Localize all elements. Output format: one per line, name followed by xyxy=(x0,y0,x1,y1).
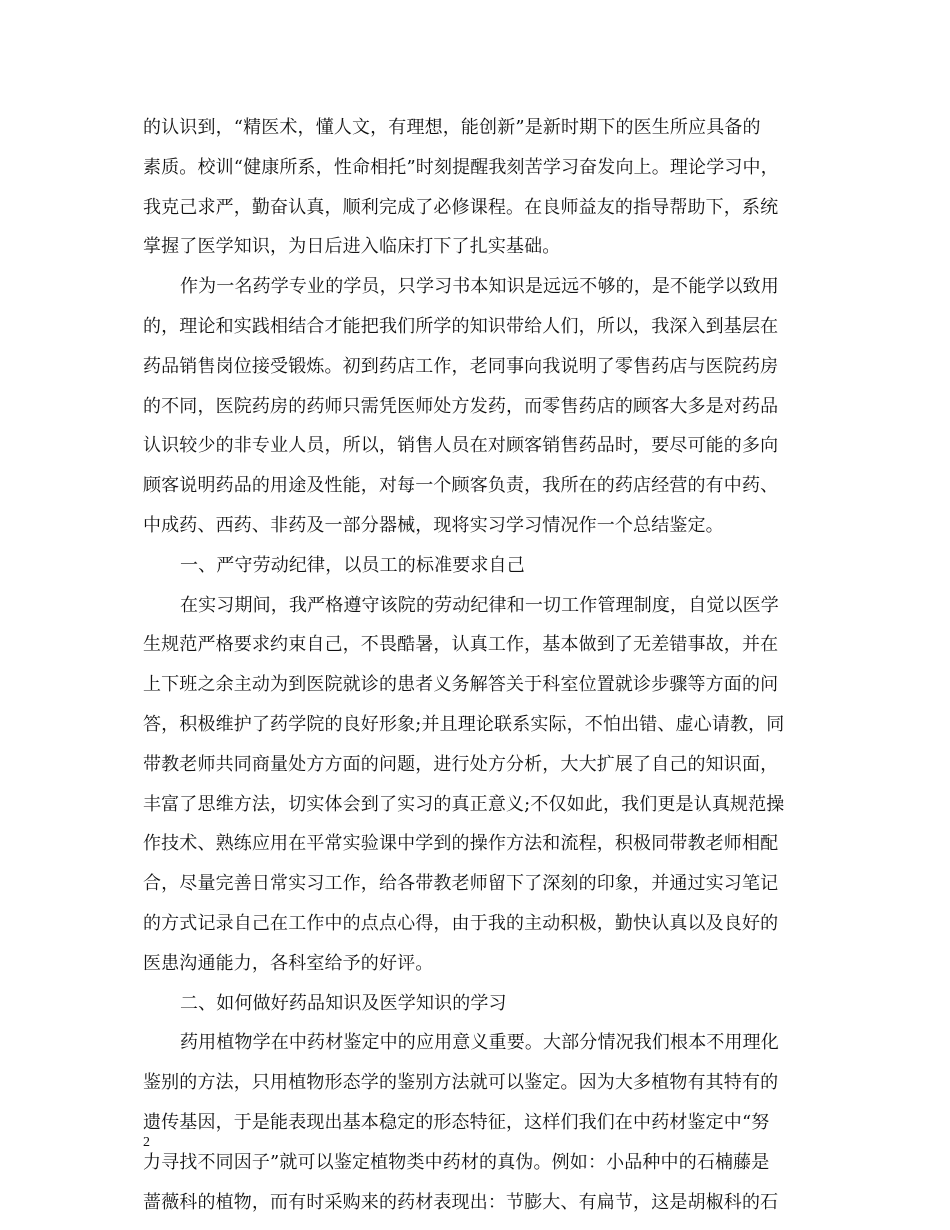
text-line: 生规范严格要求约束自己，不畏酷暑，认真工作，基本做到了无差错事故，并在 xyxy=(143,634,779,656)
text-line: 的不同，医院药房的药师只需凭医师处方发药，而零售药店的顾客大多是对药品 xyxy=(143,395,779,417)
section-heading-1: 一、严守劳动纪律，以员工的标准要求自己 xyxy=(180,554,525,576)
text-line: 掌握了医学知识，为日后进入临床打下了扎实基础。 xyxy=(143,236,561,258)
text-line: 医患沟通能力，各科室给予的好评。 xyxy=(143,952,434,974)
text-line: 合，尽量完善日常实习工作，给各带教老师留下了深刻的印象，并通过实习笔记 xyxy=(143,873,779,895)
text-line: 答，积极维护了药学院的良好形象;并且理论联系实际，不怕出错、虚心请教，同 xyxy=(143,713,785,735)
paragraph-start-line: 药用植物学在中药材鉴定中的应用意义重要。大部分情况我们根本不用理化 xyxy=(180,1032,779,1054)
section-heading-2: 二、如何做好药品知识及医学知识的学习 xyxy=(180,992,507,1014)
text-line: 的，理论和实践相结合才能把我们所学的知识带给人们，所以，我深入到基层在 xyxy=(143,315,779,337)
text-line: 顾客说明药品的用途及性能，对每一个顾客负责，我所在的药店经营的有中药、 xyxy=(143,475,779,497)
text-line: 丰富了思维方法，切实体会到了实习的真正意义;不仅如此，我们更是认真规范操 xyxy=(143,793,785,815)
text-line: 上下班之余主动为到医院就诊的患者义务解答关于科室位置就诊步骤等方面的问 xyxy=(143,674,779,696)
text-line: 带教老师共同商量处方方面的问题，进行处方分析，大大扩展了自己的知识面， xyxy=(143,753,779,775)
paragraph-start-line: 作为一名药学专业的学员，只学习书本知识是远远不够的，是不能学以致用 xyxy=(180,276,779,298)
text-line: 素质。校训“健康所系，性命相托”时刻提醒我刻苦学习奋发向上。理论学习中， xyxy=(143,156,779,178)
page-number: 2 xyxy=(143,1135,150,1150)
text-line: 中成药、西药、非药及一部分器械，现将实习学习情况作一个总结鉴定。 xyxy=(143,514,724,536)
text-line: 的方式记录自己在工作中的点点心得，由于我的主动积极，勤快认真以及良好的 xyxy=(143,912,779,934)
text-line: 力寻找不同因子”就可以鉴定植物类中药材的真伪。例如：小品种中的石楠藤是 xyxy=(143,1151,770,1173)
text-line: 鉴别的方法，只用植物形态学的鉴别方法就可以鉴定。因为大多植物有其特有的 xyxy=(143,1072,779,1094)
text-line: 遗传基因，于是能表现出基本稳定的形态特征，这样们我们在中药材鉴定中“努 xyxy=(143,1111,770,1133)
paragraph-start-line: 在实习期间，我严格遵守该院的劳动纪律和一切工作管理制度，自觉以医学 xyxy=(180,594,779,616)
body-text xyxy=(143,108,823,1222)
text-line: 的认识到，“精医术，懂人文，有理想，能创新”是新时期下的医生所应具备的 xyxy=(143,117,761,138)
text-line: 我克己求严，勤奋认真，顺利完成了必修课程。在良师益友的指导帮助下，系统 xyxy=(143,196,779,218)
text-line: 作技术、熟练应用在平常实验课中学到的操作方法和流程，积极同带教老师相配 xyxy=(143,833,779,855)
text-line: 认识较少的非专业人员，所以，销售人员在对顾客销售药品时，要尽可能的多向 xyxy=(143,435,779,457)
text-line: 药品销售岗位接受锻炼。初到药店工作，老同事向我说明了零售药店与医院药房 xyxy=(143,355,779,377)
text-line: 蔷薇科的植物，而有时采购来的药材表现出：节膨大、有扁节，这是胡椒科的石 xyxy=(143,1191,779,1213)
